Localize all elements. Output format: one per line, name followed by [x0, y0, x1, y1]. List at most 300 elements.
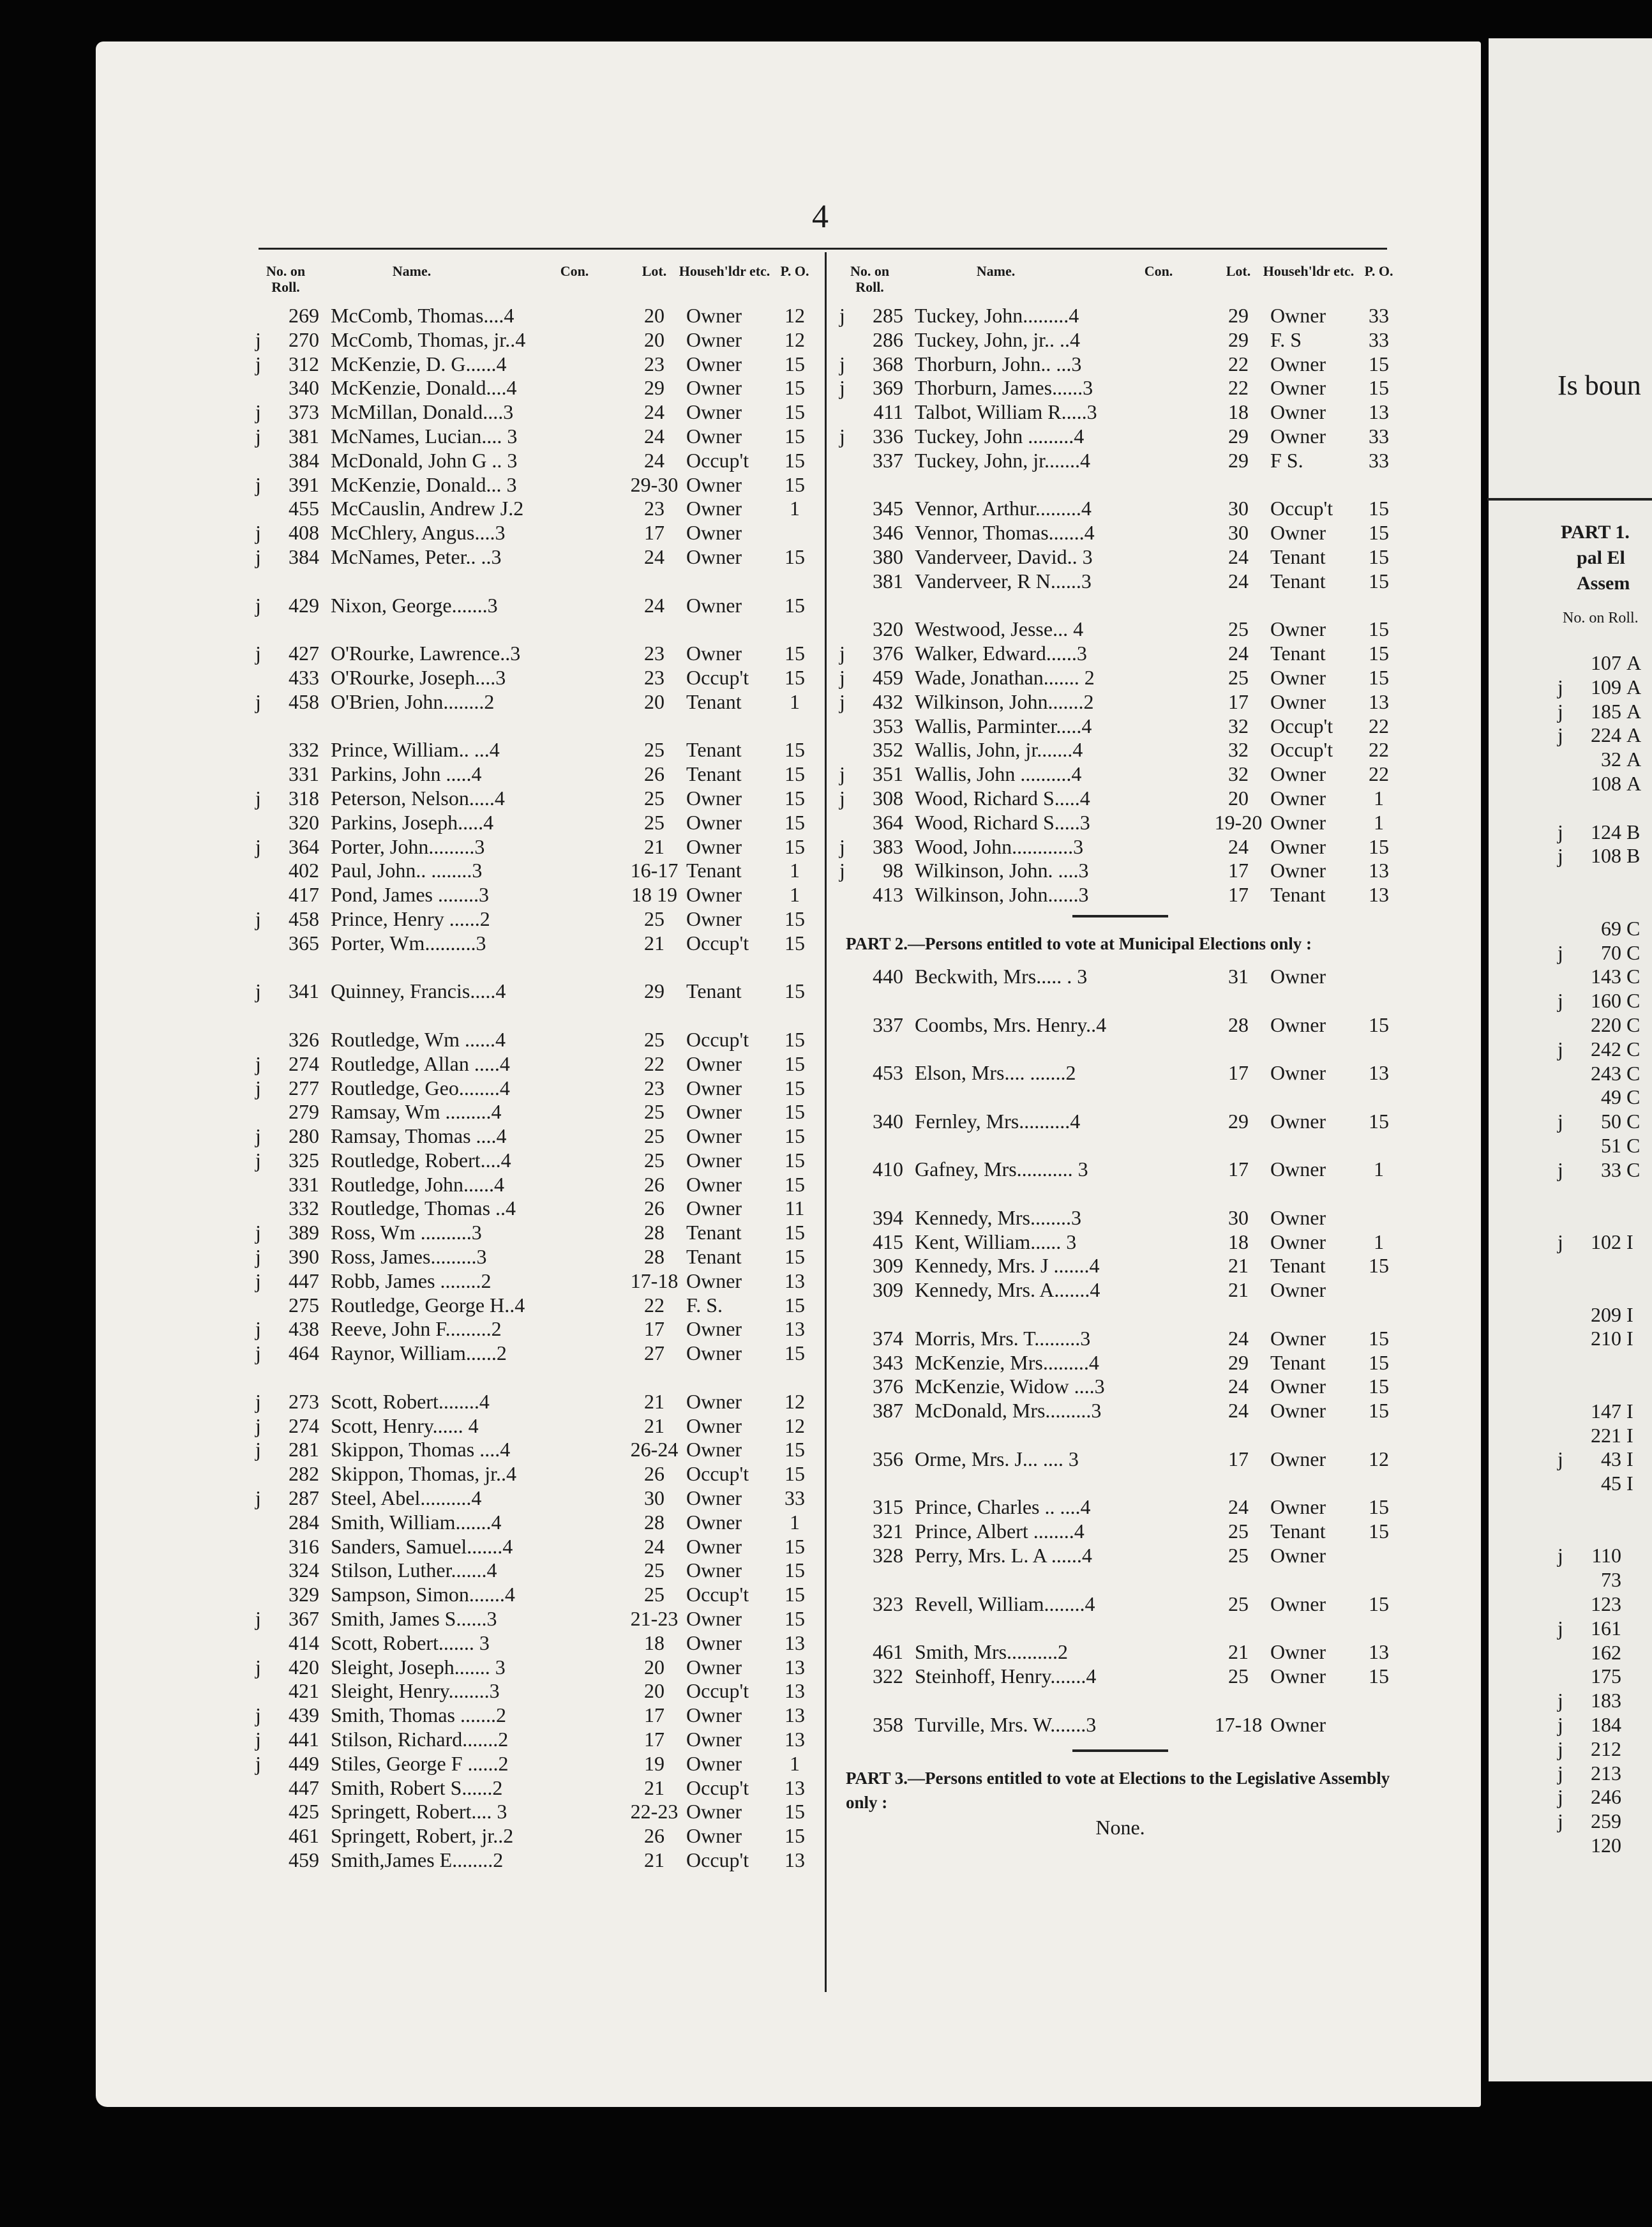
voter-name: Sampson, Simon.......4 — [331, 1583, 515, 1606]
row-spacer — [255, 1004, 817, 1028]
roll-number: 51 — [1601, 1133, 1621, 1157]
holder-status: Owner — [1270, 1230, 1326, 1253]
voter-name: Skippon, Thomas ....4 — [331, 1438, 511, 1461]
lot-number: 25 — [644, 786, 665, 810]
juror-mark: j — [255, 1269, 261, 1292]
holder-status: Owner — [686, 642, 742, 665]
holder-status: Occup't — [686, 1027, 749, 1051]
lot-number: 26 — [644, 1824, 665, 1848]
roll-number: 337 — [873, 1013, 903, 1036]
post-office: 1 — [790, 497, 800, 520]
roll-number: 221 — [1591, 1423, 1621, 1447]
roll-entry — [255, 1124, 817, 1149]
roll-number: 441 — [289, 1728, 319, 1751]
voter-name: Westwood, Jesse... 4 — [915, 617, 1084, 641]
next-page-rule — [1487, 498, 1652, 501]
roll-entry — [839, 570, 1401, 594]
holder-status: Owner — [686, 1824, 742, 1848]
roll-entry — [1558, 1641, 1652, 1665]
voter-name-fragment: A — [1626, 771, 1642, 795]
roll-number: 340 — [289, 376, 319, 400]
voter-name: O'Rourke, Joseph....3 — [331, 665, 506, 689]
voter-name-fragment: I — [1626, 1447, 1633, 1471]
roll-number: 464 — [289, 1341, 319, 1365]
voter-name-fragment: I — [1626, 1399, 1633, 1423]
voter-name: Vanderveer, R N......3 — [915, 569, 1092, 593]
juror-mark: j — [255, 1389, 261, 1413]
lot-number: 20 — [644, 690, 665, 713]
juror-mark: j — [1558, 1616, 1563, 1640]
voter-name: Smith, Mrs..........2 — [915, 1640, 1069, 1664]
voter-name: Paul, John.. ........3 — [331, 859, 483, 882]
holder-status: Owner — [686, 1317, 742, 1341]
roll-number: 432 — [873, 690, 903, 713]
roll-entry — [839, 521, 1401, 545]
roll-entry — [1558, 676, 1652, 700]
juror-mark: j — [1558, 1713, 1563, 1737]
voter-name: Springett, Robert.... 3 — [331, 1800, 507, 1823]
juror-mark: j — [255, 400, 261, 424]
roll-entry — [1558, 1447, 1652, 1472]
lot-number: 25 — [1228, 1544, 1249, 1567]
post-office: 15 — [785, 810, 805, 834]
voter-name: Elson, Mrs.... .......2 — [915, 1061, 1076, 1085]
roll-entry — [255, 883, 817, 907]
row-spacer — [1558, 1496, 1652, 1544]
holder-status: Occup't — [686, 665, 749, 689]
voter-name: Wood, Richard S.....3 — [915, 810, 1090, 834]
roll-entry — [839, 1158, 1401, 1182]
roll-entry — [255, 1824, 817, 1848]
voter-name: Peterson, Nelson.....4 — [331, 786, 505, 810]
voter-name: Smith, Robert S......2 — [331, 1776, 503, 1799]
roll-number: 325 — [289, 1148, 319, 1172]
roll-entry — [839, 883, 1401, 907]
voter-name: Nixon, George.......3 — [331, 593, 498, 617]
lot-number: 25 — [644, 1124, 665, 1148]
juror-mark: j — [255, 1751, 261, 1775]
holder-status: Tenant — [1270, 883, 1326, 907]
lot-number: 23 — [644, 497, 665, 520]
roll-entry — [1558, 1062, 1652, 1086]
holder-status: Occup't — [686, 1583, 749, 1606]
voter-name: Smith,James E........2 — [331, 1848, 504, 1871]
lot-number: 30 — [644, 1486, 665, 1510]
left-column-header — [255, 263, 817, 304]
roll-number: 243 — [1591, 1061, 1621, 1085]
voter-name: Stilson, Luther.......4 — [331, 1559, 497, 1582]
voter-name-fragment: A — [1626, 748, 1642, 771]
lot-number: 17-18 — [1214, 1712, 1263, 1736]
voter-name: O'Brien, John........2 — [331, 690, 495, 713]
lot-number: 17 — [1228, 1447, 1249, 1470]
lot-number: 30 — [1228, 521, 1249, 545]
roll-number: 383 — [873, 834, 903, 858]
voter-name: Prince, Charles .. ....4 — [915, 1495, 1091, 1519]
voter-name-fragment: C — [1626, 1037, 1641, 1061]
roll-entry — [839, 1061, 1401, 1085]
lot-number: 25 — [1228, 1592, 1249, 1615]
juror-mark: j — [839, 642, 845, 665]
voter-name: Routledge, Thomas ..4 — [331, 1197, 516, 1220]
holder-status: Owner — [1270, 1326, 1326, 1350]
post-office: 15 — [785, 1341, 805, 1365]
next-page-part1-b: pal El — [1577, 547, 1625, 568]
roll-entry — [839, 1665, 1401, 1689]
roll-number: 73 — [1601, 1568, 1621, 1592]
roll-number: 108 — [1591, 771, 1621, 795]
roll-entry — [255, 859, 817, 883]
roll-number: 427 — [289, 642, 319, 665]
roll-number: 346 — [873, 521, 903, 545]
holder-status: Owner — [686, 1534, 742, 1558]
roll-number: 277 — [289, 1076, 319, 1099]
roll-number: 281 — [289, 1438, 319, 1461]
lot-number: 20 — [644, 1679, 665, 1703]
voter-name: Smith, Thomas .......2 — [331, 1703, 506, 1727]
roll-number: 183 — [1591, 1689, 1621, 1712]
roll-number: 45 — [1601, 1472, 1621, 1495]
voter-name: McKenzie, Donald... 3 — [331, 472, 517, 496]
roll-entry — [1558, 748, 1652, 772]
juror-mark: j — [1558, 1544, 1563, 1567]
next-page-part1: PART 1. — [1561, 522, 1630, 543]
holder-status: Owner — [686, 1751, 742, 1775]
roll-entry — [255, 1583, 817, 1607]
roll-entry — [255, 1294, 817, 1318]
roll-number: 417 — [289, 883, 319, 907]
post-office: 13 — [785, 1655, 805, 1679]
voter-name: Smith, James S......3 — [331, 1607, 497, 1631]
juror-mark: j — [1558, 1110, 1563, 1133]
post-office: 15 — [785, 907, 805, 930]
roll-number: 414 — [289, 1631, 319, 1654]
voter-name: Parkins, John .....4 — [331, 762, 482, 786]
roll-number: 120 — [1591, 1834, 1621, 1857]
post-office: 15 — [785, 400, 805, 424]
roll-entry — [255, 1800, 817, 1824]
lot-number: 25 — [1228, 1665, 1249, 1688]
lot-number: 21 — [644, 1776, 665, 1799]
row-spacer — [1558, 1255, 1652, 1303]
roll-entry — [839, 1495, 1401, 1520]
voter-name: Gafney, Mrs........... 3 — [915, 1158, 1088, 1181]
roll-number: 49 — [1601, 1085, 1621, 1109]
holder-status: Owner — [686, 1728, 742, 1751]
lot-number: 24 — [644, 424, 665, 448]
lot-number: 18 19 — [631, 883, 677, 907]
roll-entry — [255, 1535, 817, 1559]
post-office: 15 — [1369, 497, 1389, 520]
holder-status: Owner — [1270, 1158, 1326, 1181]
row-spacer — [839, 1134, 1401, 1158]
roll-number: 345 — [873, 497, 903, 520]
roll-entry — [839, 642, 1401, 666]
lot-number: 24 — [1228, 834, 1249, 858]
roll-number: 459 — [289, 1848, 319, 1871]
roll-entry — [255, 690, 817, 714]
lot-number: 29 — [644, 979, 665, 1003]
roll-entry — [1558, 917, 1652, 941]
row-spacer — [839, 1616, 1401, 1640]
holder-status: Owner — [686, 1510, 742, 1534]
roll-number: 358 — [873, 1712, 903, 1736]
roll-number: 461 — [289, 1824, 319, 1848]
holder-status: Owner — [686, 1052, 742, 1075]
lot-number: 21 — [1228, 1254, 1249, 1278]
holder-status: Owner — [686, 1607, 742, 1631]
roll-entry — [255, 1848, 817, 1873]
juror-mark: j — [1558, 1689, 1563, 1712]
post-office: 1 — [790, 859, 800, 882]
post-office: 15 — [785, 472, 805, 496]
holder-status: Owner — [1270, 786, 1326, 810]
voter-name: Ramsay, Thomas ....4 — [331, 1124, 507, 1148]
roll-number: 374 — [873, 1326, 903, 1350]
post-office: 15 — [1369, 665, 1389, 689]
post-office: 15 — [785, 1221, 805, 1244]
lot-number: 26 — [644, 1172, 665, 1196]
roll-number: 175 — [1591, 1665, 1621, 1688]
lot-number: 25 — [644, 1100, 665, 1124]
voter-name: Kennedy, Mrs. A.......4 — [915, 1278, 1100, 1302]
lot-number: 24 — [644, 593, 665, 617]
voter-name: Perry, Mrs. L. A ......4 — [915, 1544, 1092, 1567]
juror-mark: j — [1558, 989, 1563, 1013]
juror-mark: j — [839, 376, 845, 400]
roll-entry — [255, 787, 817, 811]
roll-number: 458 — [289, 690, 319, 713]
holder-status: Owner — [1270, 1278, 1326, 1302]
voter-name: Tuckey, John, jr.. ..4 — [915, 328, 1080, 351]
post-office: 1 — [790, 1510, 800, 1534]
lot-number: 24 — [1228, 1375, 1249, 1398]
roll-entry — [1558, 965, 1652, 989]
roll-number: 320 — [873, 617, 903, 641]
roll-number: 185 — [1591, 699, 1621, 723]
lot-number: 22 — [1228, 376, 1249, 400]
roll-entry — [839, 1713, 1401, 1737]
roll-entry — [1558, 1134, 1652, 1158]
voter-name: Routledge, Geo........4 — [331, 1076, 510, 1099]
juror-mark: j — [839, 690, 845, 713]
roll-entry — [255, 1631, 817, 1656]
voter-name: Ross, James.........3 — [331, 1245, 487, 1269]
roll-number: 123 — [1591, 1592, 1621, 1616]
post-office: 13 — [785, 1317, 805, 1341]
voter-name: Prince, William.. ...4 — [331, 738, 500, 762]
post-office: 12 — [785, 1414, 805, 1437]
roll-number: 316 — [289, 1534, 319, 1558]
post-office: 1 — [790, 690, 800, 713]
roll-entry — [255, 1028, 817, 1052]
juror-mark: j — [839, 352, 845, 375]
holder-status: Owner — [686, 1148, 742, 1172]
lot-number: 32 — [1228, 762, 1249, 786]
holder-status: Owner — [686, 497, 742, 520]
holder-status: Owner — [686, 1438, 742, 1461]
next-page-top-text: Is boun — [1558, 370, 1641, 401]
post-office: 15 — [785, 1534, 805, 1558]
juror-mark: j — [255, 1414, 261, 1437]
lot-number: 23 — [644, 665, 665, 689]
roll-entry — [839, 376, 1401, 400]
post-office: 22 — [1369, 762, 1389, 786]
juror-mark: j — [255, 1655, 261, 1679]
voter-name: Thorburn, John.. ...3 — [915, 352, 1082, 375]
row-spacer — [839, 1568, 1401, 1592]
roll-entry — [255, 1511, 817, 1535]
roll-entry — [1558, 1617, 1652, 1641]
roll-number: 410 — [873, 1158, 903, 1181]
post-office: 13 — [1369, 400, 1389, 424]
holder-status: Owner — [686, 1631, 742, 1654]
voter-name: Routledge, Robert....4 — [331, 1148, 511, 1172]
lot-number: 24 — [644, 448, 665, 472]
juror-mark: j — [255, 1245, 261, 1269]
row-spacer — [839, 594, 1401, 618]
top-rule — [259, 248, 1387, 250]
voter-name: Sanders, Samuel.......4 — [331, 1534, 513, 1558]
roll-entry — [839, 400, 1401, 425]
voter-name: McDonald, Mrs.........3 — [915, 1399, 1102, 1423]
roll-entry — [1558, 1085, 1652, 1110]
lot-number: 17 — [644, 1317, 665, 1341]
holder-status: Owner — [686, 786, 742, 810]
post-office: 15 — [1369, 1665, 1389, 1688]
roll-number: 459 — [873, 665, 903, 689]
roll-number: 433 — [289, 665, 319, 689]
voter-name: Orme, Mrs. J... .... 3 — [915, 1447, 1079, 1470]
roll-entry — [839, 965, 1401, 989]
roll-number: 341 — [289, 979, 319, 1003]
row-spacer — [839, 1182, 1401, 1206]
header-lot: Lot. — [1226, 263, 1251, 279]
holder-status: Tenant — [1270, 1254, 1326, 1278]
lot-number: 30 — [1228, 1205, 1249, 1229]
roll-number: 107 — [1591, 651, 1621, 674]
voter-name: Wallis, John, jr.......4 — [915, 738, 1083, 762]
juror-mark: j — [255, 1052, 261, 1075]
roll-entry — [839, 449, 1401, 473]
juror-mark: j — [839, 834, 845, 858]
roll-entry — [255, 1390, 817, 1414]
post-office: 1 — [1374, 810, 1384, 834]
roll-number: 438 — [289, 1317, 319, 1341]
juror-mark: j — [255, 521, 261, 545]
post-office: 15 — [785, 1052, 805, 1075]
post-office: 13 — [1369, 690, 1389, 713]
roll-entry — [1558, 651, 1652, 676]
roll-number: 381 — [289, 424, 319, 448]
lot-number: 16-17 — [630, 859, 679, 882]
row-spacer — [839, 1037, 1401, 1061]
roll-number: 212 — [1591, 1737, 1621, 1760]
voter-name: Porter, John.........3 — [331, 834, 485, 858]
post-office: 13 — [785, 1269, 805, 1292]
holder-status: Owner — [1270, 1109, 1326, 1133]
roll-entry — [839, 1254, 1401, 1278]
voter-name: Sleight, Henry........3 — [331, 1679, 500, 1703]
post-office: 15 — [785, 786, 805, 810]
roll-entry — [839, 835, 1401, 859]
lot-number: 23 — [644, 352, 665, 375]
holder-status: Owner — [1270, 665, 1326, 689]
lot-number: 19 — [644, 1751, 665, 1775]
post-office: 15 — [785, 834, 805, 858]
voter-name: Stiles, George F ......2 — [331, 1751, 509, 1775]
voter-name: Routledge, John......4 — [331, 1172, 504, 1196]
voter-name-fragment: C — [1626, 965, 1641, 988]
voter-name: Parkins, Joseph.....4 — [331, 810, 494, 834]
post-office: 15 — [785, 1462, 805, 1486]
roll-entry — [255, 1052, 817, 1076]
post-office: 15 — [1369, 1375, 1389, 1398]
voter-name: McComb, Thomas, jr..4 — [331, 328, 526, 351]
roll-entry — [1558, 700, 1652, 724]
roll-number: 389 — [289, 1221, 319, 1244]
lot-number: 21 — [644, 1848, 665, 1871]
holder-status: Owner — [686, 1269, 742, 1292]
roll-number: 332 — [289, 738, 319, 762]
roll-entry — [1558, 1785, 1652, 1809]
lot-number: 28 — [644, 1221, 665, 1244]
roll-number: 124 — [1591, 820, 1621, 843]
roll-number: 336 — [873, 424, 903, 448]
lot-number: 25 — [644, 1148, 665, 1172]
row-spacer — [1558, 1351, 1652, 1400]
roll-number: 331 — [289, 1172, 319, 1196]
roll-entry — [1558, 1737, 1652, 1762]
post-office: 12 — [1369, 1447, 1389, 1470]
roll-number: 449 — [289, 1751, 319, 1775]
voter-name: Turville, Mrs. W.......3 — [915, 1712, 1097, 1736]
voter-name: Stilson, Richard.......2 — [331, 1728, 509, 1751]
juror-mark: j — [255, 1317, 261, 1341]
holder-status: Owner — [686, 352, 742, 375]
holder-status: Owner — [686, 1414, 742, 1437]
holder-status: Occup't — [686, 1776, 749, 1799]
roll-entry — [255, 1100, 817, 1124]
roll-number: 453 — [873, 1061, 903, 1085]
lot-number: 19-20 — [1214, 810, 1263, 834]
holder-status: Owner — [1270, 1399, 1326, 1423]
lot-number: 24 — [1228, 545, 1249, 568]
roll-number: 286 — [873, 328, 903, 351]
lot-number: 29 — [1228, 1109, 1249, 1133]
holder-status: Owner — [1270, 1061, 1326, 1085]
holder-status: Tenant — [1270, 569, 1326, 593]
voter-name-fragment: I — [1626, 1327, 1633, 1350]
post-office: 15 — [1369, 569, 1389, 593]
voter-name: Talbot, William R.....3 — [915, 400, 1097, 424]
holder-status: Owner — [686, 1800, 742, 1823]
roll-number: 161 — [1591, 1616, 1621, 1640]
post-office: 15 — [785, 593, 805, 617]
roll-number: 210 — [1591, 1327, 1621, 1350]
roll-number: 321 — [873, 1520, 903, 1543]
lot-number: 17 — [644, 521, 665, 545]
roll-number: 269 — [289, 304, 319, 327]
roll-number: 315 — [873, 1495, 903, 1519]
roll-entry — [839, 1447, 1401, 1472]
lot-number: 29 — [1228, 328, 1249, 351]
juror-mark: j — [839, 762, 845, 786]
right-column-header — [839, 263, 1401, 304]
roll-entry — [1558, 1834, 1652, 1858]
lot-number: 21 — [644, 1389, 665, 1413]
voter-name: O'Rourke, Lawrence..3 — [331, 642, 521, 665]
